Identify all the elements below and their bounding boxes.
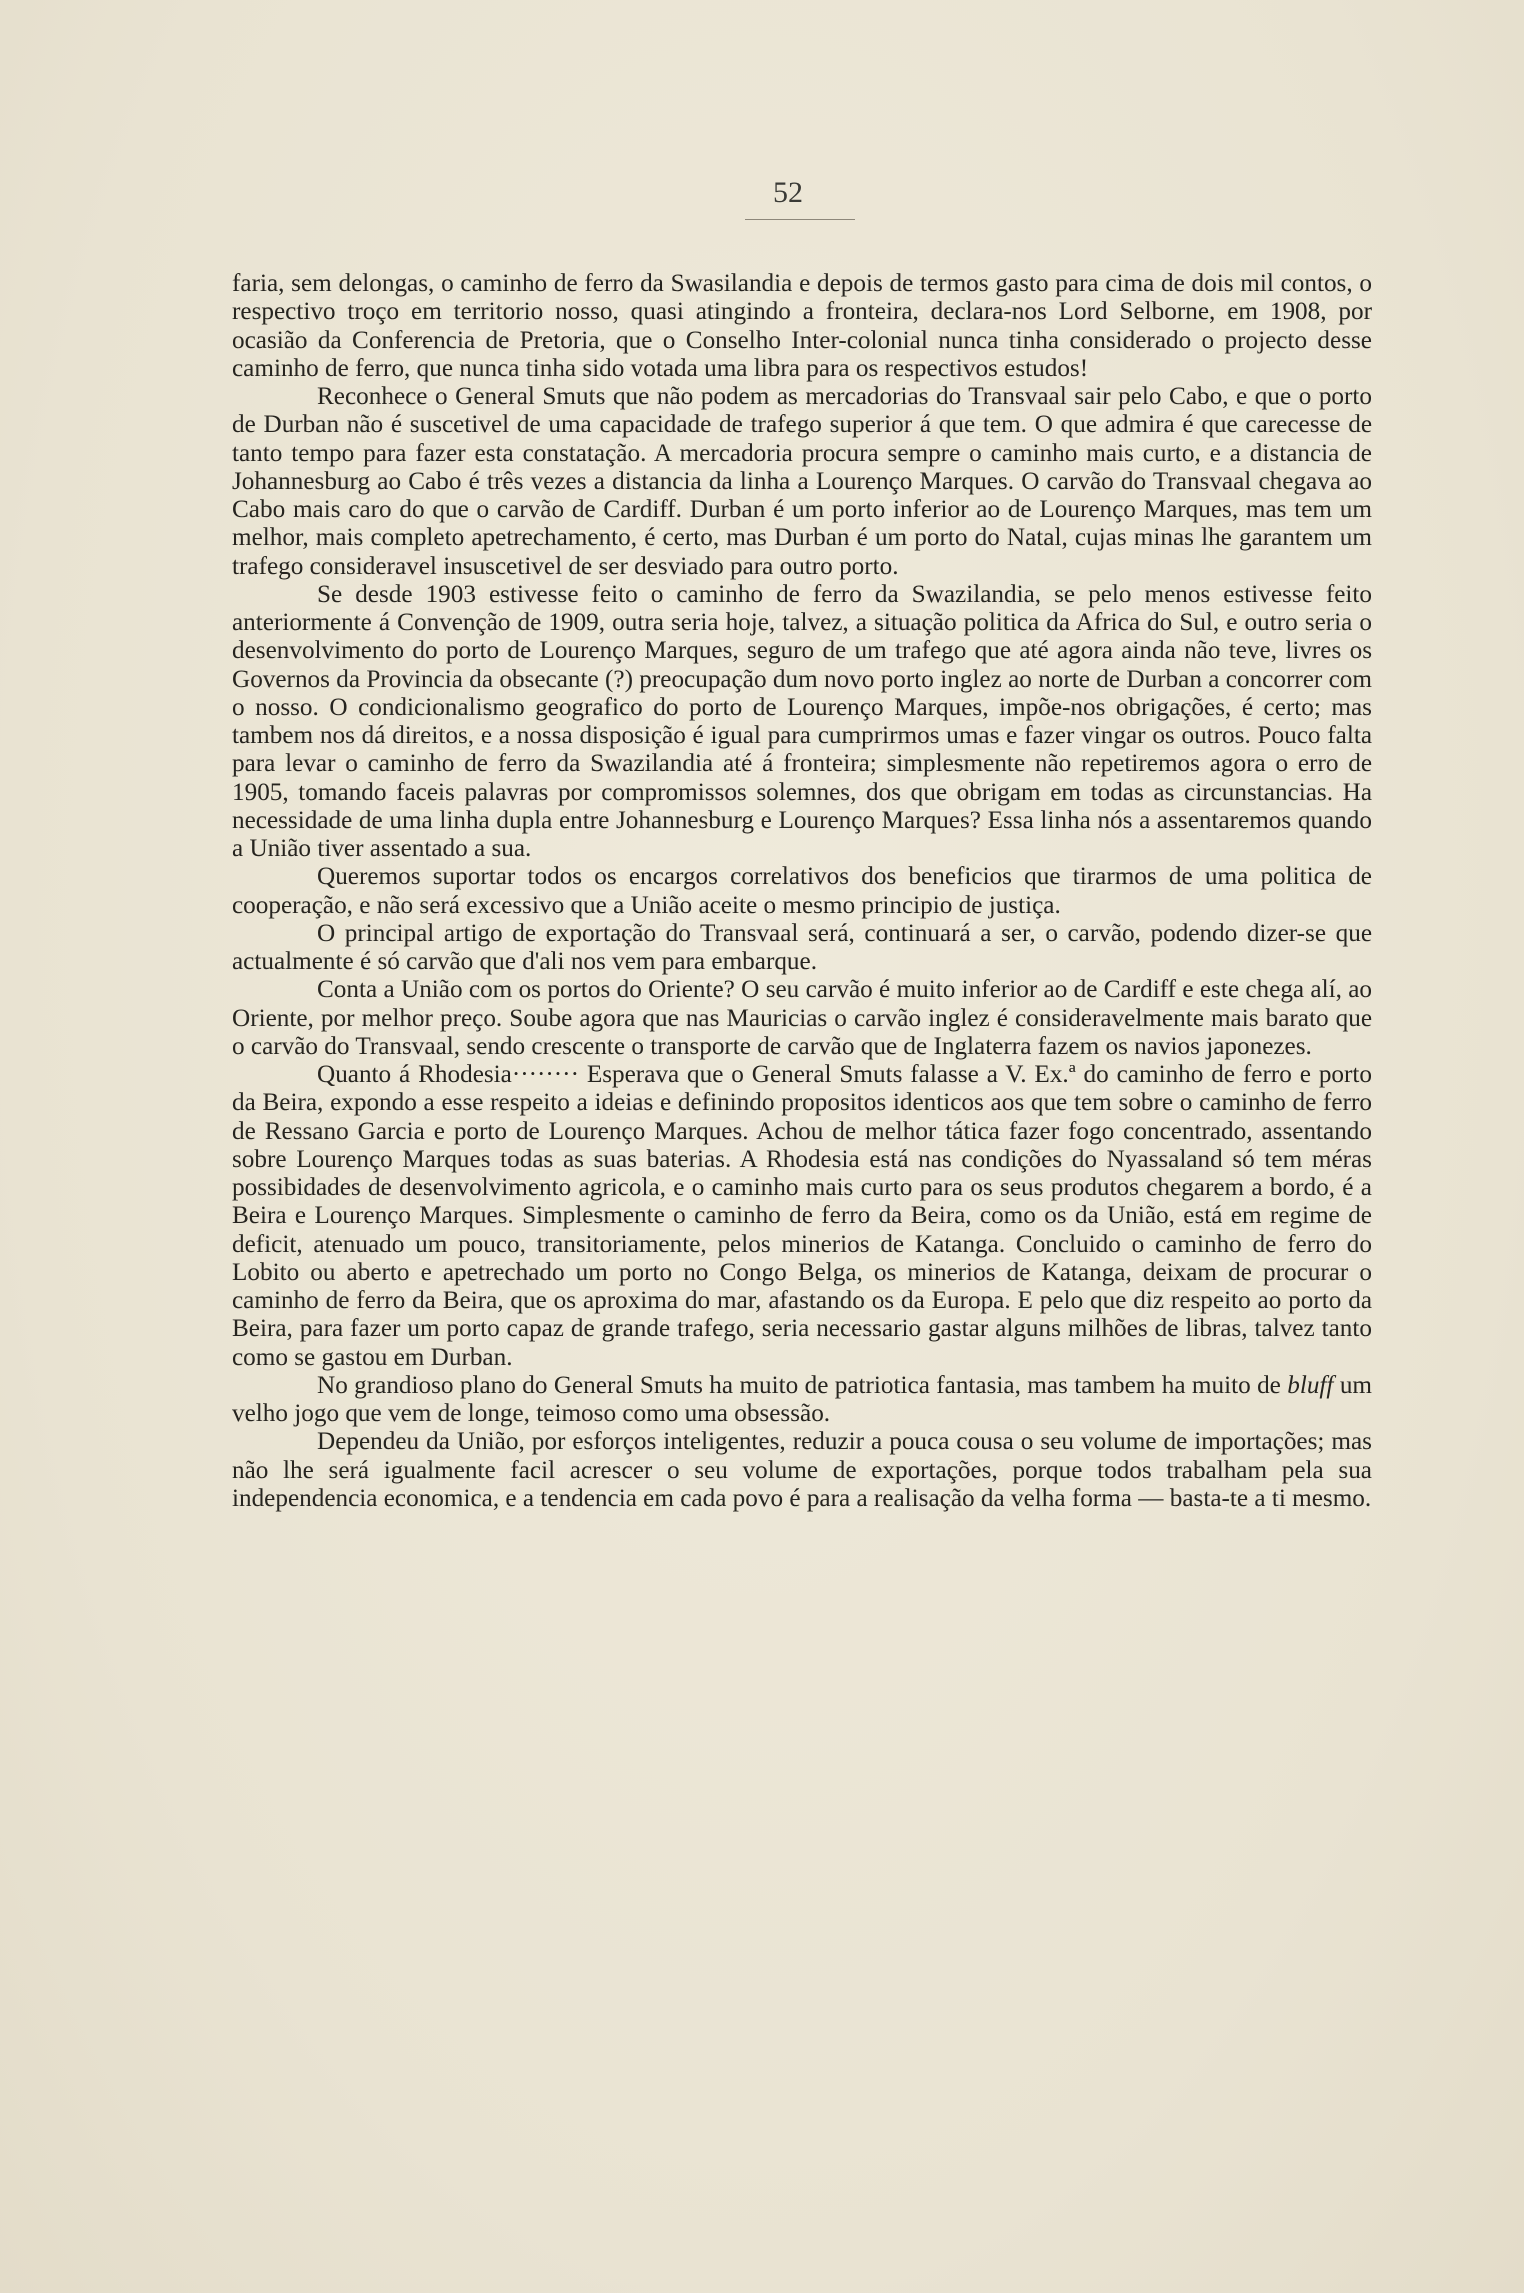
italic-term: bluff — [1287, 1371, 1334, 1399]
paragraph-8-text-start: No grandioso plano do General Smuts ha muito de patriotica fantasia, mas tambem ha muito de — [317, 1371, 1281, 1399]
paragraph-6: Conta a União com os portos do Oriente? O seu carvão é muito inferior ao de Cardiff e este chega alí, ao Oriente, por melhor preço. Soube agora que nas Mauricias o carvão inglez é consideravelmente mais barato que o carvão do Transvaal, sendo crescente o transporte de carvão que de Inglaterra fazem os navios japonezes. — [232, 976, 1372, 1060]
body-text — [232, 270, 1372, 1513]
paragraph-7: Quanto á Rhodesia········ Esperava que o General Smuts falasse a V. Ex.ª do caminho de ferro e porto da Beira, expondo a esse respeito a ideias e definindo propositos identicos aos que tem sobre o caminho de ferro de Ressano Garcia e porto de Lourenço Marques. Achou de melhor tática fazer fogo concentrado, assentando sobre Lourenço Marques todas as suas baterias. A Rhodesia está nas condições do Nyassaland só tem méras possibidades de desenvolvimento agricola, e o caminho mais curto para os seus produtos chegarem a bordo, é a Beira e Lourenço Marques. Simplesmente o caminho de ferro da Beira, como os da União, está em regime de deficit, atenuado um pouco, transitoriamente, pelos minerios de Katanga. Concluido o caminho de ferro do Lobito ou aberto e apetrechado um porto no Congo Belga, os minerios de Katanga, deixam de procurar o caminho de ferro da Beira, que os aproxima do mar, afastando os da Europa. E pelo que diz respeito ao porto da Beira, para fazer um porto capaz de grande trafego, seria necessario gastar alguns milhões de libras, talvez tanto como se gastou em Durban. — [232, 1061, 1372, 1371]
paragraph-2: Reconhece o General Smuts que não podem as mercadorias do Transvaal sair pelo Cabo, e que o porto de Durban não é suscetivel de uma capacidade de trafego superior á que tem. O que admira é que carecesse de tanto tempo para fazer esta constatação. A mercadoria procura sempre o caminho mais curto, e a distancia de Johannesburg ao Cabo é três vezes a distancia da linha a Lourenço Marques. O carvão do Transvaal chegava ao Cabo mais caro do que o carvão de Cardiff. Durban é um porto inferior ao de Lourenço Marques, mas tem um melhor, mais completo apetrechamento, é certo, mas Durban é um porto do Natal, cujas minas lhe garantem um trafego consideravel insuscetivel de ser desviado para outro porto. — [232, 383, 1372, 580]
paragraph-5: O principal artigo de exportação do Transvaal será, continuará a ser, o carvão, podendo dizer-se que actualmente é só carvão que d'ali nos vem para embarque. — [232, 919, 1372, 975]
page-number-rule — [745, 219, 855, 220]
paragraph-9: Dependeu da União, por esforços inteligentes, reduzir a pouca cousa o seu volume de importações; mas não lhe será igualmente facil acrescer o seu volume de exportações, porque todos trabalham pela sua independencia economica, e a tendencia em cada povo é para a realisação da velha forma — basta-te a ti mesmo. — [232, 1428, 1372, 1512]
paragraph-8-text-end: um velho jogo que vem de longe, teimoso como uma obsessão. — [232, 1371, 1372, 1427]
paragraph-8 — [232, 1372, 1372, 1429]
paragraph-4: Queremos suportar todos os encargos correlativos dos beneficios que tirarmos de uma politica de cooperação, e não será excessivo que a União aceite o mesmo principio de justiça. — [232, 863, 1372, 919]
paragraph-1: faria, sem delongas, o caminho de ferro da Swasilandia e depois de termos gasto para cima de dois mil contos, o respectivo troço em territorio nosso, quasi atingindo a fronteira, declara-nos Lord Selborne, em 1908, por ocasião da Conferencia de Pretoria, que o Conselho Inter-colonial nunca tinha considerado o projecto desse caminho de ferro, que nunca tinha sido votada uma libra para os respectivos estudos! — [232, 270, 1372, 382]
page-number: 52 — [773, 176, 803, 209]
paragraph-3: Se desde 1903 estivesse feito o caminho de ferro da Swazilandia, se pelo menos estivesse feito anteriormente á Convenção de 1909, outra seria hoje, talvez, a situação politica da Africa do Sul, e outro seria o desenvolvimento do porto de Lourenço Marques, seguro de um trafego que até agora ainda não teve, livres os Governos da Provincia da obsecante (?) preocupação dum novo porto inglez ao norte de Durban a concorrer com o nosso. O condicionalismo geografico do porto de Lourenço Marques, impõe-nos obrigações, é certo; mas tambem nos dá direitos, e a nossa disposição é igual para cumprirmos umas e fazer vingar os outros. Pouco falta para levar o caminho de ferro da Swazilandia até á fronteira; simplesmente não repetiremos agora o erro de 1905, tomando faceis palavras por compromissos solemnes, dos que obrigam em todas as circunstancias. Ha necessidade de uma linha dupla entre Johannesburg e Lourenço Marques? Essa linha nós a assentaremos quando a União tiver assentado a sua. — [232, 580, 1372, 862]
